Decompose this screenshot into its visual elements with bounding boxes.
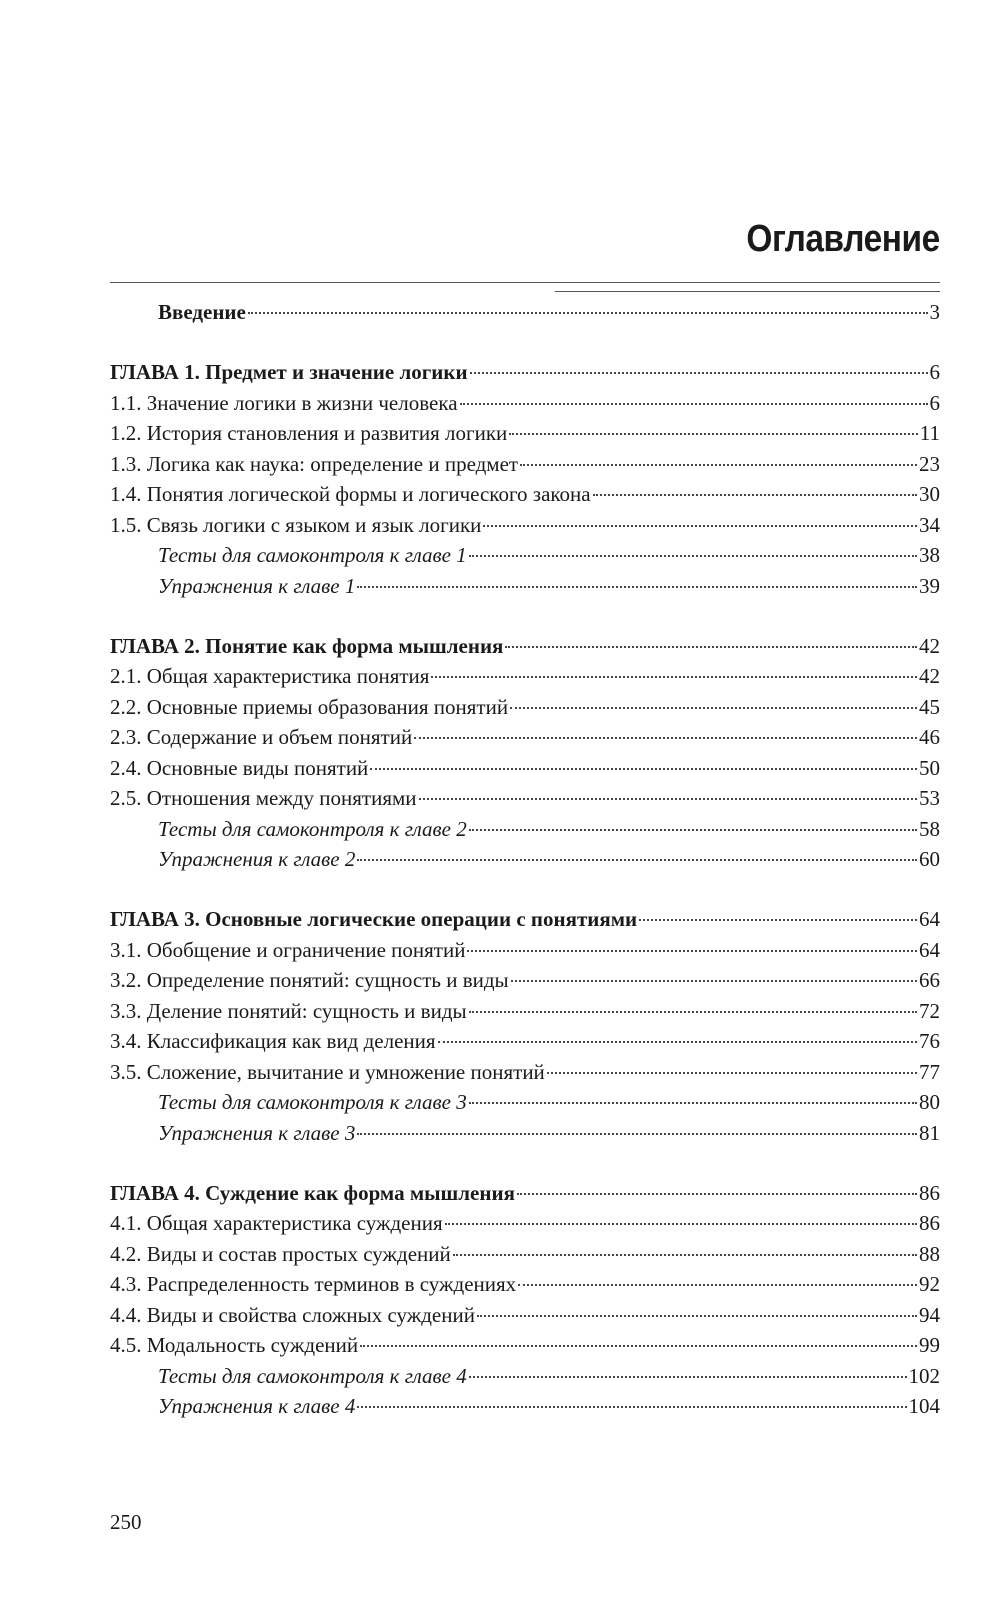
toc-entry-page: 60 [919, 847, 940, 871]
toc-entry-row [110, 479, 940, 509]
toc-leader-dots [547, 1072, 917, 1074]
toc-leader-dots [639, 919, 917, 921]
toc-entry-page: 46 [919, 725, 940, 749]
toc-entry-label: Значение логики в жизни человека [146, 390, 458, 415]
toc-chapter-row [110, 357, 940, 387]
toc-entry-label: Упражнения к главе 3 [158, 1120, 356, 1145]
toc-entry-number: 1.3. [110, 451, 142, 476]
toc-leader-dots [357, 859, 917, 861]
toc-entry-label: ГЛАВА 4. Суждение как форма мышления [110, 1180, 515, 1205]
toc-leader-dots [469, 1376, 907, 1378]
toc-leader-dots [357, 586, 917, 588]
toc-entry-page: 86 [919, 1211, 940, 1235]
toc-entry-label: Основные приемы образования понятий [146, 694, 509, 719]
title-rule-short [555, 291, 940, 292]
title-rule-long [110, 282, 940, 283]
page-number: 250 [110, 1510, 142, 1534]
toc-entry-label: Сложение, вычитание и умножение понятий [146, 1059, 545, 1084]
toc-entry-row [110, 935, 940, 965]
toc-entry-label: Виды и состав простых суждений [146, 1241, 451, 1266]
toc-entry-page: 64 [919, 937, 940, 962]
toc-entry-number: 4.4. [110, 1302, 142, 1327]
toc-entry-page: 38 [919, 543, 940, 567]
toc-entry-number: 1.4. [110, 482, 142, 506]
toc-entry-page: 45 [919, 694, 940, 719]
toc-leader-dots [483, 525, 917, 527]
toc-entry-row [110, 418, 940, 448]
toc-entry-row [110, 1391, 940, 1421]
toc-leader-dots [469, 1102, 917, 1104]
toc-entry-page: 81 [919, 1120, 940, 1145]
toc-entry-row [110, 388, 940, 418]
toc-entry-number: 2.3. [110, 725, 142, 749]
toc-entry-number: 1.2. [110, 421, 142, 445]
toc-entry-number: 4.3. [110, 1272, 142, 1296]
toc-chapter-row [110, 904, 940, 934]
toc-entry-row [110, 510, 940, 540]
toc-entry-number: 1.5. [110, 512, 142, 537]
toc-entry-label: Отношения между понятиями [146, 786, 417, 810]
toc-entry-label: ГЛАВА 2. Понятие как форма мышления [110, 633, 504, 658]
toc-entry-row [110, 661, 940, 691]
toc-entry-row [110, 1087, 940, 1117]
toc-entry-number: 2.2. [110, 694, 142, 719]
toc-entry-page: 86 [919, 1180, 940, 1205]
toc-leader-dots [357, 1133, 917, 1135]
toc-entry-number: 4.1. [110, 1211, 142, 1235]
toc-entry-number: 3.4. [110, 1029, 142, 1053]
toc-entry-label: Понятия логической формы и логического закона [146, 482, 591, 506]
toc-entry-page: 42 [919, 633, 940, 658]
toc-entry-label: Обобщение и ограничение понятий [146, 937, 466, 962]
toc-leader-dots [518, 1284, 917, 1286]
toc-entry-label: Модальность суждений [146, 1333, 359, 1357]
toc-entry-page: 34 [919, 512, 940, 537]
toc-leader-dots [469, 829, 917, 831]
toc-entry-row [110, 996, 940, 1026]
toc-entry-label: Содержание и объем понятий [146, 725, 413, 749]
toc-leader-dots [445, 1223, 917, 1225]
toc-entry-row [110, 1269, 940, 1299]
toc-entry-row [110, 1026, 940, 1056]
toc-leader-dots [357, 1406, 906, 1408]
toc-entry-page: 64 [919, 907, 940, 931]
toc-entry-page: 58 [919, 816, 940, 841]
page-title: Оглавление [746, 218, 940, 260]
toc-entry-row [110, 1239, 940, 1269]
toc-entry-row [110, 1057, 940, 1087]
toc-entry-row [110, 814, 940, 844]
toc-leader-dots [370, 768, 917, 770]
toc-entry-page: 53 [919, 786, 940, 810]
toc-entry-page: 77 [919, 1059, 940, 1084]
toc-entry-label: Упражнения к главе 4 [158, 1394, 356, 1418]
toc-leader-dots [248, 312, 928, 314]
toc-leader-dots [520, 464, 917, 466]
toc-entry-label: Основные виды понятий [146, 755, 369, 780]
toc-entry-label: Деление понятий: сущность и виды [146, 998, 467, 1023]
toc-entry-number: 2.1. [110, 664, 142, 688]
toc-leader-dots [453, 1254, 917, 1256]
toc-entry-row [110, 1208, 940, 1238]
toc-entry-page: 99 [919, 1333, 940, 1357]
toc-entry-row [110, 753, 940, 783]
toc-entry-page: 30 [919, 482, 940, 506]
toc-entry-number: 3.1. [110, 937, 142, 962]
toc-entry-row [110, 692, 940, 722]
toc-entry-label: Виды и свойства сложных суждений [146, 1302, 475, 1327]
toc-entry-page: 88 [919, 1241, 940, 1266]
toc-entry-row [110, 571, 940, 601]
toc-entry-label: Общая характеристика понятия [146, 664, 430, 688]
toc-entry-label: ГЛАВА 3. Основные логические операции с понятиями [110, 907, 638, 931]
toc-entry-number: 3.5. [110, 1059, 142, 1084]
toc-entry-number: 3.3. [110, 998, 142, 1023]
toc-entry-label: ГЛАВА 1. Предмет и значение логики [110, 360, 468, 384]
toc-entry-label: Тесты для самоконтроля к главе 2 [158, 816, 467, 841]
toc-entry-page: 42 [919, 664, 940, 688]
toc-leader-dots [469, 1011, 917, 1013]
toc-entry-label: Классификация как вид деления [146, 1029, 436, 1053]
toc-entry-label: Упражнения к главе 2 [158, 847, 356, 871]
toc-entry-row [110, 449, 940, 479]
toc-entry-number: 4.5. [110, 1333, 142, 1357]
toc-entry-page: 50 [919, 755, 940, 780]
toc-entry-row [110, 297, 940, 327]
toc-entry-row [110, 1361, 940, 1391]
toc-entry-row [110, 1118, 940, 1148]
toc-entry-label: Связь логики с языком и язык логики [146, 512, 482, 537]
toc-leader-dots [431, 676, 917, 678]
toc-entry-row [110, 540, 940, 570]
toc-entry-row [110, 783, 940, 813]
toc-entry-number: 2.4. [110, 755, 142, 780]
toc-leader-dots [505, 646, 917, 648]
toc-entry-page: 80 [919, 1090, 940, 1114]
toc-leader-dots [419, 798, 918, 800]
toc-entry-page: 102 [908, 1363, 940, 1388]
toc-entry-page: 11 [919, 421, 940, 445]
toc-entry-page: 66 [919, 968, 940, 992]
toc-entry-label: Тесты для самоконтроля к главе 1 [158, 543, 467, 567]
toc-entry-page: 23 [919, 451, 940, 476]
toc-leader-dots [477, 1315, 917, 1317]
toc-leader-dots [511, 980, 917, 982]
toc-leader-dots [517, 1193, 917, 1195]
toc-entry-label: Распределенность терминов в суждениях [146, 1272, 517, 1296]
toc-entry-number: 4.2. [110, 1241, 142, 1266]
toc-leader-dots [438, 1041, 917, 1043]
toc-leader-dots [469, 555, 917, 557]
toc-leader-dots [460, 403, 928, 405]
toc-leader-dots [509, 433, 917, 435]
toc-entry-label: Введение [158, 300, 246, 324]
toc-entry-label: Упражнения к главе 1 [158, 573, 356, 598]
toc-entry-page: 94 [919, 1302, 940, 1327]
toc-entry-label: История становления и развития логики [146, 421, 508, 445]
toc-entry-page: 104 [908, 1394, 940, 1418]
toc-entry-page: 72 [919, 998, 940, 1023]
toc-chapter-row [110, 631, 940, 661]
toc-entry-page: 92 [919, 1272, 940, 1296]
toc-entry-label: Тесты для самоконтроля к главе 4 [158, 1363, 467, 1388]
toc-entry-row [110, 1330, 940, 1360]
toc-entry-number: 1.1. [110, 390, 142, 415]
toc-chapter-row [110, 1178, 940, 1208]
toc-leader-dots [470, 372, 928, 374]
toc-leader-dots [360, 1345, 917, 1347]
toc-entry-page: 6 [929, 390, 940, 415]
toc-leader-dots [467, 950, 917, 952]
toc-entry-row [110, 965, 940, 995]
toc-entry-page: 39 [919, 573, 940, 598]
toc-entry-page: 6 [929, 360, 940, 384]
toc-entry-page: 76 [919, 1029, 940, 1053]
toc-entry-label: Общая характеристика суждения [146, 1211, 443, 1235]
toc-entry-page: 3 [929, 300, 940, 324]
toc-leader-dots [510, 707, 917, 709]
toc-entry-label: Определение понятий: сущность и виды [146, 968, 509, 992]
toc-leader-dots [593, 494, 917, 496]
toc-entry-row [110, 722, 940, 752]
toc-leader-dots [414, 737, 917, 739]
toc-entry-row [110, 1300, 940, 1330]
toc-entry-label: Тесты для самоконтроля к главе 3 [158, 1090, 467, 1114]
toc-entry-number: 3.2. [110, 968, 142, 992]
toc-entry-row [110, 844, 940, 874]
toc-entry-label: Логика как наука: определение и предмет [146, 451, 519, 476]
toc-entry-number: 2.5. [110, 786, 142, 810]
